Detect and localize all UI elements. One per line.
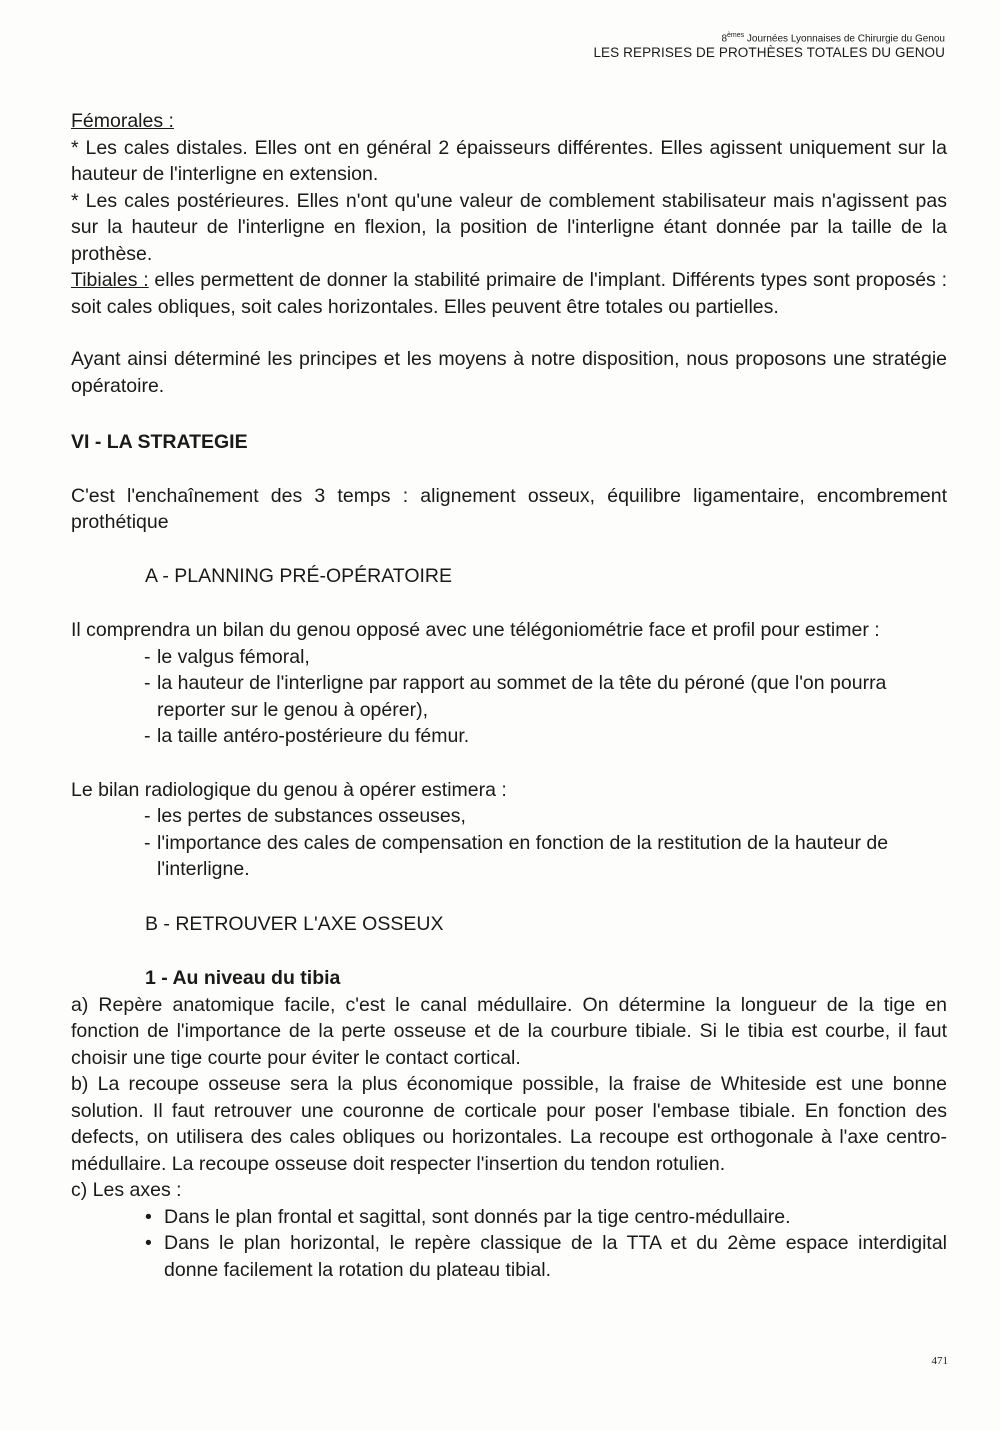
tibiales-heading: Tibiales : xyxy=(71,269,149,291)
tibia-paragraph-a: a) Repère anatomique facile, c'est le canal médullaire. On détermine la longueur de la tige en fonction de l'importance de la perte osseuse et de la courbure tibiale. Si le tibia est courbe, il faut choisir une tige courte pour éviter le contact cortical. xyxy=(71,993,947,1069)
header-conference-line: 8èmes Journées Lyonnaises de Chirurgie du Genou xyxy=(721,32,945,45)
list-item: - le valgus fémoral, xyxy=(141,644,947,671)
femorales-distal-paragraph: * Les cales distales. Elles ont en général 2 épaisseurs différentes. Elles agissent uniquement sur la hauteur de l'interligne en extension. xyxy=(71,136,947,185)
section-heading-strategie: VI - LA STRATEGIE xyxy=(71,431,248,453)
radio-list xyxy=(71,803,947,883)
list-item: - l'importance des cales de compensation en fonction de la restitution de la hauteur de l'interligne. xyxy=(141,830,947,883)
list-item: • Dans le plan horizontal, le repère classique de la TTA et du 2ème espace interdigital donne facilement la rotation du plateau tibial. xyxy=(141,1230,947,1283)
planning-intro-paragraph: Il comprendra un bilan du genou opposé avec une télégoniométrie face et profil pour estimer : xyxy=(71,619,880,641)
axes-list xyxy=(71,1204,947,1284)
list-item: • Dans le plan frontal et sagittal, sont donnés par la tige centro-médullaire. xyxy=(141,1204,947,1231)
tibiales-paragraph: Tibiales : elles permettent de donner la stabilité primaire de l'implant. Différents types sont proposés : soit cales obliques, soit cales horizontales. Elles peuvent être totales ou partielles. xyxy=(71,269,947,318)
radio-intro-paragraph: Le bilan radiologique du genou à opérer estimera : xyxy=(71,778,507,801)
subsection-heading-planning: A - PLANNING PRÉ-OPÉRATOIRE xyxy=(145,564,453,587)
strategy-intro-paragraph: Ayant ainsi déterminé les principes et les moyens à notre disposition, nous proposons une stratégie opératoire. xyxy=(71,348,947,397)
page-body xyxy=(71,108,947,1283)
running-header xyxy=(593,30,945,60)
list-item: - la taille antéro-postérieure du fémur. xyxy=(141,723,947,750)
planning-list xyxy=(71,644,947,750)
femorales-posterior-paragraph: * Les cales postérieures. Elles n'ont qu'une valeur de comblement stabilisateur mais n'agissent pas sur la hauteur de l'interligne en flexion, la position de l'interligne étant donnée par la taille de la prothèse. xyxy=(71,189,947,265)
list-item: - les pertes de substances osseuses, xyxy=(141,803,947,830)
list-item: - la hauteur de l'interligne par rapport au sommet de la tête du péroné (que l'on pourra reporter sur le genou à opérer), xyxy=(141,670,947,723)
subsection-heading-axe: B - RETROUVER L'AXE OSSEUX xyxy=(145,912,444,935)
strategie-paragraph: C'est l'enchaînement des 3 temps : alignement osseux, équilibre ligamentaire, encombrement prothétique xyxy=(71,484,947,533)
page-number: 471 xyxy=(931,1355,948,1367)
femorales-heading: Fémorales : xyxy=(71,110,174,132)
subsubsection-heading-tibia: 1 - Au niveau du tibia xyxy=(145,967,341,989)
header-book-title: LES REPRISES DE PROTHÈSES TOTALES DU GENOU xyxy=(593,45,945,61)
tibia-paragraph-b: b) La recoupe osseuse sera la plus économique possible, la fraise de Whiteside est une bonne solution. Il faut retrouver une couronne de corticale pour poser l'embase tibiale. En fonction des defects, on utilisera des cales obliques ou horizontales. La recoupe est orthogonale à l'axe centro-médullaire. La recoupe osseuse doit respecter l'insertion du tendon rotulien. xyxy=(71,1073,947,1175)
tibia-paragraph-c: c) Les axes : xyxy=(71,1179,182,1201)
